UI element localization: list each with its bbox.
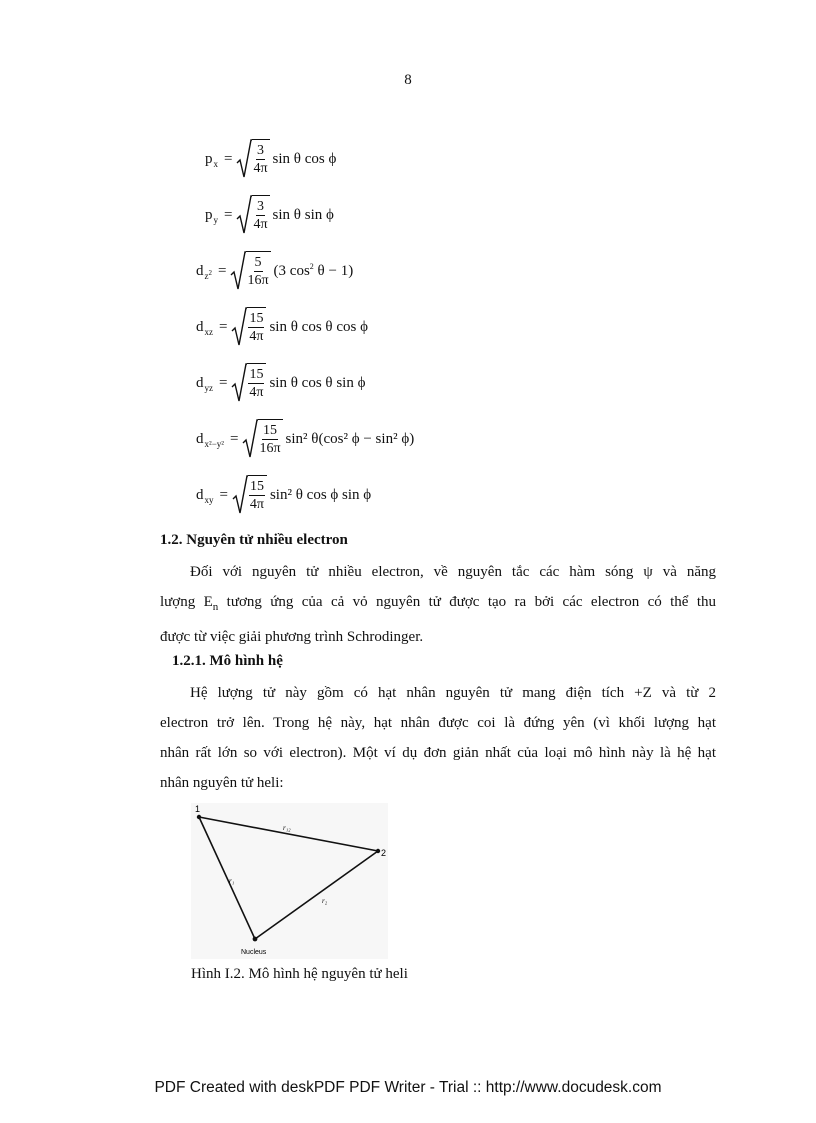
sqrt-icon: [231, 307, 247, 347]
equation-rhs: sin θ cos θ cos ϕ: [269, 319, 368, 335]
equation-row: d x²−y² = $\frac{15}{16\pi}$ sin² θ(cos² ϕ − sin² ϕ): [196, 415, 414, 463]
label-r1: r₁: [229, 877, 235, 885]
sqrt-icon: [236, 139, 252, 179]
radical: $\frac{15}{4\pi}$: [231, 307, 266, 347]
paragraph-line: nhân nguyên tử heli:: [160, 775, 284, 791]
edge-r2: [255, 851, 378, 939]
paragraph-line: Đối với nguyên tử nhiều electron, về nguyên tắc các hàm sóng ψ và năng: [190, 564, 716, 580]
paragraph-line: lượng $E_n$ tương ứng của cả vỏ nguyên tử được tạo ra bởi các electron có thể thu: [160, 594, 716, 613]
paragraph-line: nhân rất lớn so với electron). Một ví dụ đơn giản nhất của loại mô hình này là hệ hạt: [160, 745, 716, 761]
radical: $\frac{3}{4\pi}$: [236, 139, 269, 179]
page-number: 8: [404, 72, 412, 88]
label-electron-1: 1: [195, 804, 201, 814]
equation-lhs: p x: [205, 150, 218, 169]
pdf-footer: PDF Created with deskPDF PDF Writer - Trial :: http://www.docudesk.com: [154, 1079, 662, 1096]
figure-caption: Hình I.2. Mô hình hệ nguyên tử heli: [191, 966, 408, 982]
equation-lhs: d yz: [196, 374, 213, 393]
equation-lhs: d xz: [196, 318, 213, 337]
radical: $\frac{15}{4\pi}$: [231, 363, 266, 403]
sqrt-icon: [236, 195, 252, 235]
equation-row: d xz = $\frac{15}{4\pi}$ sin θ cos θ cos ϕ: [196, 303, 368, 351]
sqrt-icon: [232, 475, 248, 515]
paragraph-line: Hệ lượng tử này gồm có hạt nhân nguyên tử mang điện tích +Z và từ 2: [190, 685, 716, 701]
equation-rhs: sin² θ cos ϕ sin ϕ: [269, 487, 372, 503]
equation-rhs: sin θ cos ϕ: [272, 151, 337, 167]
helium-model-figure: [191, 803, 388, 959]
label-r2: r₂: [322, 897, 328, 905]
paragraph-line: được từ việc giải phương trình Schrodinger.: [160, 629, 424, 645]
section-heading: 1.2. Nguyên tử nhiều electron: [160, 532, 348, 548]
sqrt-icon: [230, 251, 246, 291]
equation-row: d yz = $\frac{15}{4\pi}$ sin θ cos θ sin ϕ: [196, 359, 366, 407]
sqrt-icon: [242, 419, 258, 459]
paragraph-many-electron: [160, 557, 716, 652]
label-nucleus: Nucleus: [241, 949, 267, 956]
paragraph-model: [160, 678, 716, 798]
paragraph-line: electron trở lên. Trong hệ này, hạt nhân được coi là đứng yên (vì khối lượng hạt: [160, 715, 716, 731]
equation-row: d $z^2$ = $\frac{5}{16\pi}$ (3 $\cos^2 \theta - 1$): [196, 247, 353, 295]
label-r12: r₁₂: [283, 824, 291, 832]
subsection-heading: 1.2.1. Mô hình hệ: [172, 653, 283, 669]
electron-1-dot: [197, 815, 201, 819]
radical: $\frac{15}{16\pi}$: [242, 419, 282, 459]
edge-r1: [199, 817, 255, 939]
equation-lhs: d $z^2$: [196, 262, 212, 281]
equation-rhs: (3 $\cos^2 \theta - 1$): [273, 262, 354, 279]
label-electron-2: 2: [381, 848, 387, 858]
equation-rhs: sin θ sin ϕ: [272, 207, 334, 223]
electron-2-dot: [376, 849, 380, 853]
radical: $\frac{5}{16\pi}$: [230, 251, 270, 291]
equation-row: p y = $\frac{3}{4\pi}$ sin θ sin ϕ: [205, 191, 334, 239]
edge-r12: [199, 817, 378, 851]
nucleus-dot: [253, 937, 258, 942]
helium-diagram: [191, 803, 388, 959]
equation-rhs: sin θ cos θ sin ϕ: [269, 375, 366, 391]
equation-row: p x = $\frac{3}{4\pi}$ sin θ cos ϕ: [205, 135, 336, 183]
radical: $\frac{3}{4\pi}$: [236, 195, 269, 235]
radical: $\frac{15}{4\pi}$: [232, 475, 267, 515]
equation-lhs: d x²−y²: [196, 430, 224, 449]
equation-lhs: p y: [205, 206, 218, 225]
sqrt-icon: [231, 363, 247, 403]
equation-lhs: d xy: [196, 486, 214, 505]
equation-row: d xy = $\frac{15}{4\pi}$ sin² θ cos ϕ sin ϕ: [196, 471, 371, 519]
equation-rhs: sin² θ(cos² ϕ − sin² ϕ): [285, 431, 415, 447]
